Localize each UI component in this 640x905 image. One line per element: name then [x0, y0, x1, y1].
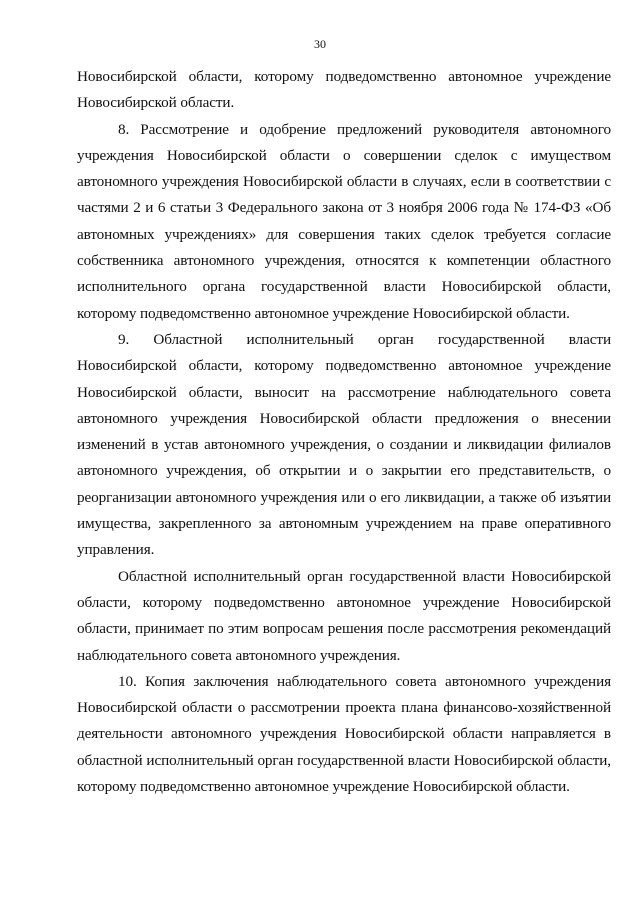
paragraph-item-8: 8. Рассмотрение и одобрение предложений руководителя автономного учреждения Новосибирской области о совершении сделок с имуществом автономного учреждения Новосибирской области в случаях, если в соответствии с частями 2 и 6 статьи 3 Федерального закона от 3 ноября 2006 года № 174-ФЗ «Об автономных учреждениях» для совершения таких сделок требуется согласие собственника автономного учреждения, относятся к компетенции областного исполнительного органа государственной власти Новосибирской области, которому подведомственно автономное учреждение Новосибирской области. [77, 120, 611, 322]
page-number: 30 [314, 37, 326, 51]
paragraph-continuation: Новосибирской области, которому подведомственно автономное учреждение Новосибирской области. [77, 68, 611, 112]
paragraph-item-9: 9. Областной исполнительный орган государственной власти Новосибирской области, которому подведомственно автономное учреждение Новосибирской области, выносит на рассмотрение наблюдательного совета автономного учреждения Новосибирской области предложения о внесении изменений в устав автономного учреждения, о создании и ликвидации филиалов автономного учреждения, об открытии и о закрытии его представительств, о реорганизации автономного учреждения или о его ликвидации, а также об изъятии имущества, закрепленного за автономным учреждением на праве оперативного управления. [77, 330, 611, 559]
paragraph-item-9-continuation: Областной исполнительный орган государственной власти Новосибирской области, которому подведомственно автономное учреждение Новосибирской области, принимает по этим вопросам решения после рассмотрения рекомендаций наблюдательного совета автономного учреждения. [77, 567, 611, 664]
paragraph-item-10: 10. Копия заключения наблюдательного совета автономного учреждения Новосибирской области о рассмотрении проекта плана финансово-хозяйственной деятельности автономного учреждения Новосибирской области направляется в областной исполнительный орган государственной власти Новосибирской области, которому подведомственно автономное учреждение Новосибирской области. [77, 672, 611, 796]
document-body [77, 64, 611, 800]
